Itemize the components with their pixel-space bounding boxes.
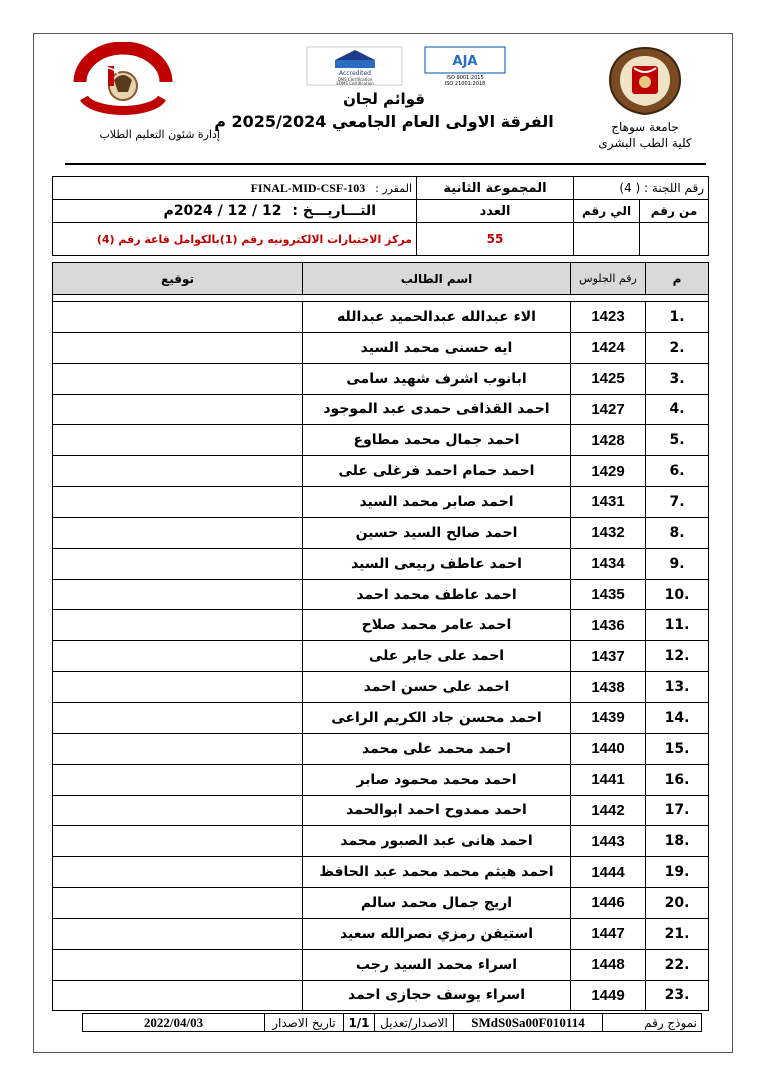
issue-date-value: 2022/04/03 xyxy=(83,1014,265,1032)
row-number: .3 xyxy=(646,363,709,394)
signature-cell xyxy=(53,425,303,456)
svg-text:AJA: AJA xyxy=(452,54,478,69)
date-label: التـــاريـــخ : xyxy=(292,203,376,219)
page-subtitle: الفرقة الاولى العام الجامعي 2025/2024 م xyxy=(214,112,554,131)
student-name: احمد عاطف محمد احمد xyxy=(303,579,571,610)
table-row xyxy=(53,456,709,487)
certification-logos xyxy=(305,46,510,88)
student-name: احمد هيثم محمد محمد عبد الحافظ xyxy=(303,857,571,888)
row-number: .12 xyxy=(646,641,709,672)
edition-label: الاصدار/تعديل xyxy=(375,1014,454,1032)
department-label: إدارة شئون التعليم الطلاب xyxy=(99,128,220,141)
student-name: احمد على جابر على xyxy=(303,641,571,672)
from-number-value xyxy=(640,223,709,256)
seat-number: 1423 xyxy=(571,302,646,333)
signature-cell xyxy=(53,672,303,703)
student-name: الاء عبدالله عبدالحميد عبدالله xyxy=(303,302,571,333)
course-cell xyxy=(53,177,417,200)
count-label: العدد xyxy=(417,200,574,223)
student-name: احمد هانى عبد الصبور محمد xyxy=(303,826,571,857)
signature-cell xyxy=(53,733,303,764)
issue-date-label: تاريخ الاصدار xyxy=(265,1014,344,1032)
row-number: .8 xyxy=(646,517,709,548)
seat-number: 1440 xyxy=(571,733,646,764)
table-row xyxy=(53,363,709,394)
row-number: .15 xyxy=(646,733,709,764)
table-row xyxy=(53,302,709,333)
page-title: قوائم لجان xyxy=(343,90,425,108)
seat-number: 1429 xyxy=(571,456,646,487)
student-name: احمد محمد على محمد xyxy=(303,733,571,764)
student-name: احمد عامر محمد صلاح xyxy=(303,610,571,641)
table-row xyxy=(53,857,709,888)
col-header-number: م xyxy=(646,263,709,295)
signature-cell xyxy=(53,548,303,579)
row-number: .21 xyxy=(646,918,709,949)
student-name: ايه حسنى محمد السيد xyxy=(303,332,571,363)
seat-number: 1442 xyxy=(571,795,646,826)
student-name: اريج جمال محمد سالم xyxy=(303,888,571,919)
row-number: .17 xyxy=(646,795,709,826)
table-row xyxy=(53,579,709,610)
svg-text:EOMS Certification: EOMS Certification xyxy=(336,81,374,86)
col-header-name: اسم الطالب xyxy=(303,263,571,295)
signature-cell xyxy=(53,980,303,1011)
row-number: .4 xyxy=(646,394,709,425)
faculty-logo xyxy=(68,42,178,122)
table-row xyxy=(53,672,709,703)
student-name: اسراء يوسف حجازى احمد xyxy=(303,980,571,1011)
table-row xyxy=(53,702,709,733)
svg-text:ISO 21001:2018: ISO 21001:2018 xyxy=(444,81,486,87)
signature-cell xyxy=(53,949,303,980)
seat-number: 1437 xyxy=(571,641,646,672)
university-name: جامعة سوهاج xyxy=(611,120,679,134)
signature-cell xyxy=(53,394,303,425)
student-name: استيفن رمزي نصرالله سعيد xyxy=(303,918,571,949)
row-number: .11 xyxy=(646,610,709,641)
table-row xyxy=(53,548,709,579)
signature-cell xyxy=(53,857,303,888)
table-row xyxy=(53,918,709,949)
row-number: .7 xyxy=(646,487,709,518)
faculty-name: كلية الطب البشرى xyxy=(598,136,692,150)
seat-number: 1436 xyxy=(571,610,646,641)
university-name-block xyxy=(590,119,700,151)
exam-center: مركز الاختبارات الالكترونيه رقم (1)بالكوامل قاعة رقم (4) xyxy=(53,223,417,256)
table-row xyxy=(53,764,709,795)
table-row xyxy=(53,980,709,1011)
svg-text:Accredited: Accredited xyxy=(339,70,371,77)
signature-cell xyxy=(53,702,303,733)
table-row xyxy=(53,610,709,641)
university-logo xyxy=(604,46,686,116)
from-number-label: من رقم xyxy=(640,200,709,223)
seat-number: 1432 xyxy=(571,517,646,548)
signature-cell xyxy=(53,795,303,826)
row-number: .16 xyxy=(646,764,709,795)
row-number: .5 xyxy=(646,425,709,456)
student-name: احمد محمد محمود صابر xyxy=(303,764,571,795)
course-code: FINAL-MID-CSF-103 xyxy=(250,180,366,195)
seat-number: 1446 xyxy=(571,888,646,919)
signature-cell xyxy=(53,517,303,548)
student-name: احمد صالح السيد حسين xyxy=(303,517,571,548)
table-row xyxy=(53,332,709,363)
seat-number: 1447 xyxy=(571,918,646,949)
form-number-label: نموذج رقم xyxy=(603,1014,702,1032)
row-number: .9 xyxy=(646,548,709,579)
signature-cell xyxy=(53,302,303,333)
signature-cell xyxy=(53,764,303,795)
to-number-value xyxy=(574,223,640,256)
document-footer xyxy=(82,1013,702,1032)
edition-value: 1/1 xyxy=(344,1014,375,1032)
row-number: .19 xyxy=(646,857,709,888)
table-row xyxy=(53,733,709,764)
signature-cell xyxy=(53,456,303,487)
signature-cell xyxy=(53,641,303,672)
row-number: .14 xyxy=(646,702,709,733)
row-number: .10 xyxy=(646,579,709,610)
table-row xyxy=(53,795,709,826)
committee-info-table xyxy=(52,176,709,256)
group-label: المجموعة الثانية xyxy=(417,177,574,200)
signature-cell xyxy=(53,579,303,610)
table-row xyxy=(53,517,709,548)
seat-number: 1431 xyxy=(571,487,646,518)
signature-cell xyxy=(53,826,303,857)
signature-cell xyxy=(53,487,303,518)
seat-number: 1448 xyxy=(571,949,646,980)
seat-number: 1434 xyxy=(571,548,646,579)
row-number: .18 xyxy=(646,826,709,857)
seat-number: 1441 xyxy=(571,764,646,795)
to-number-label: الي رقم xyxy=(574,200,640,223)
signature-cell xyxy=(53,610,303,641)
signature-cell xyxy=(53,888,303,919)
student-name: احمد على حسن احمد xyxy=(303,672,571,703)
course-label: المقرر : xyxy=(375,181,412,195)
table-row xyxy=(53,641,709,672)
col-header-seat: رقم الجلوس xyxy=(571,263,646,295)
student-name: احمد ممدوح احمد ابوالحمد xyxy=(303,795,571,826)
seat-number: 1427 xyxy=(571,394,646,425)
svg-text:QMS Certification: QMS Certification xyxy=(337,77,373,82)
row-number: .13 xyxy=(646,672,709,703)
committee-number: رقم اللجنة : ( 4) xyxy=(574,177,709,200)
student-name: اسراء محمد السيد رجب xyxy=(303,949,571,980)
count-value: 55 xyxy=(417,223,574,256)
students-table xyxy=(52,262,709,1011)
student-name: احمد القذافى حمدى عبد الموجود xyxy=(303,394,571,425)
seat-number: 1435 xyxy=(571,579,646,610)
seat-number: 1438 xyxy=(571,672,646,703)
student-name: ابانوب اشرف شهيد سامى xyxy=(303,363,571,394)
row-number: .2 xyxy=(646,332,709,363)
date-cell xyxy=(53,200,417,223)
table-row xyxy=(53,949,709,980)
col-header-signature: توقيع xyxy=(53,263,303,295)
row-number: .20 xyxy=(646,888,709,919)
seat-number: 1428 xyxy=(571,425,646,456)
row-number: .1 xyxy=(646,302,709,333)
student-name: احمد جمال محمد مطاوع xyxy=(303,425,571,456)
seat-number: 1425 xyxy=(571,363,646,394)
signature-cell xyxy=(53,363,303,394)
student-name: احمد محسن جاد الكريم الراعى xyxy=(303,702,571,733)
seat-number: 1439 xyxy=(571,702,646,733)
student-name: احمد عاطف ربيعى السيد xyxy=(303,548,571,579)
seat-number: 1443 xyxy=(571,826,646,857)
signature-cell xyxy=(53,918,303,949)
table-row xyxy=(53,888,709,919)
header-divider xyxy=(65,163,706,165)
student-name: احمد صابر محمد السيد xyxy=(303,487,571,518)
row-number: .6 xyxy=(646,456,709,487)
seat-number: 1444 xyxy=(571,857,646,888)
table-row xyxy=(53,826,709,857)
table-row xyxy=(53,487,709,518)
student-name: احمد حمام احمد فرغلى على xyxy=(303,456,571,487)
date-value: 12 / 12 / 2024م xyxy=(163,203,282,219)
signature-cell xyxy=(53,332,303,363)
table-row xyxy=(53,394,709,425)
row-number: .22 xyxy=(646,949,709,980)
form-number-value: SMdS0Sa00F010114 xyxy=(454,1014,603,1032)
svg-text:ISO 9001:2015: ISO 9001:2015 xyxy=(446,75,484,81)
seat-number: 1449 xyxy=(571,980,646,1011)
seat-number: 1424 xyxy=(571,332,646,363)
row-number: .23 xyxy=(646,980,709,1011)
table-row xyxy=(53,425,709,456)
